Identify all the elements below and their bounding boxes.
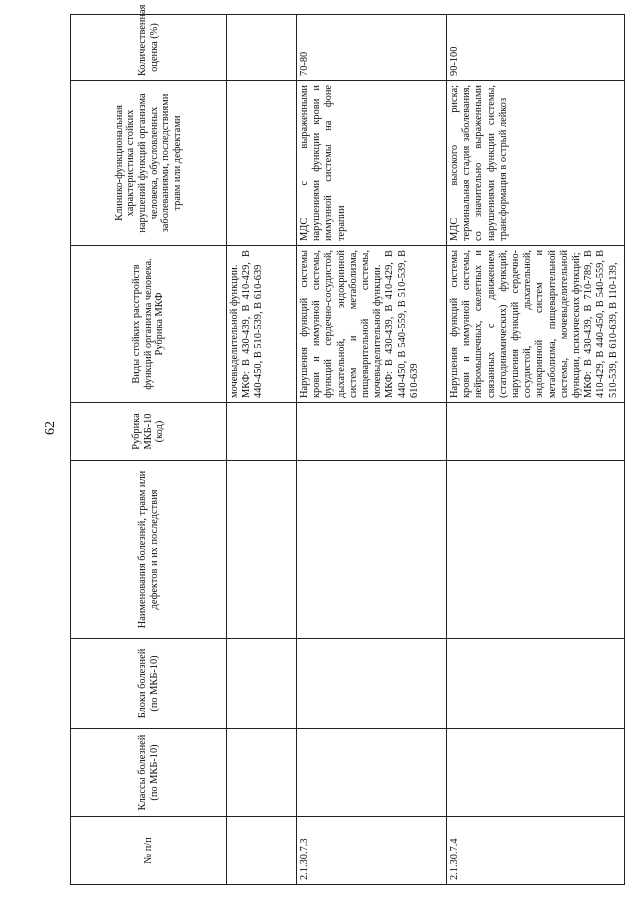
table-row	[447, 15, 625, 885]
row-clinical-characteristic: МДС с выраженными нарушениями функции крови и иммунной системы на фоне терапии	[297, 81, 447, 246]
table-header-row	[71, 15, 227, 885]
header-clinical-characteristic: Клинико-функциональная характеристика стойких нарушений функций организма человека, обусловленных заболеваниями, последствиями травм или дефектами	[71, 81, 227, 246]
header-disease-class: Классы болезней (по МКБ-10)	[71, 729, 227, 817]
row-score: 90-100	[447, 15, 625, 81]
row-score	[227, 15, 297, 81]
row-block	[297, 639, 447, 729]
row-score: 70-80	[297, 15, 447, 81]
disability-criteria-table	[70, 4, 625, 885]
row-block	[227, 639, 297, 729]
row-block	[447, 639, 625, 729]
rotated-table-container	[70, 4, 625, 885]
row-number	[227, 817, 297, 885]
header-function-types: Виды стойких расстройств функций организма человека. Рубрика МКФ	[71, 246, 227, 403]
row-function-types: Нарушения функций системы крови и иммунной системы, функций сердечно-сосудистой, дыхательной, эндокринной систем и метаболизма, пищеварительной системы, мочевыделительной функции. МКФ: В 430-439, В 410-429, В 440-450, В 540-559, В 510-539, В 610-639	[297, 246, 447, 403]
row-number: 2.1.30.7.3	[297, 817, 447, 885]
row-class	[227, 729, 297, 817]
row-disease-name	[447, 461, 625, 639]
header-icd-code: Рубрика МКБ-10 (код)	[71, 403, 227, 461]
row-clinical-characteristic	[227, 81, 297, 246]
row-clinical-characteristic: МДС высокого риска; терминальная стадия заболевания, со значительно выраженными нарушениями функции системы, трансформация в острый лейкоз	[447, 81, 625, 246]
row-function-types: мочевыделительной функции. МКФ: В 430-439, В 410-429, В 440-450, В 510-539, В 610-639	[227, 246, 297, 403]
header-disease-name: Наименования болезней, травм или дефектов и их последствия	[71, 461, 227, 639]
row-class	[297, 729, 447, 817]
row-disease-name	[227, 461, 297, 639]
header-quantitative-score: Количественная оценка (%)	[71, 15, 227, 81]
table-row	[297, 15, 447, 885]
row-disease-name	[297, 461, 447, 639]
row-class	[447, 729, 625, 817]
header-disease-block: Блоки болезней (по МКБ-10)	[71, 639, 227, 729]
page-number: 62	[43, 421, 58, 435]
header-number: № п/п	[71, 817, 227, 885]
row-icd-code	[227, 403, 297, 461]
row-icd-code	[447, 403, 625, 461]
row-number: 2.1.30.7.4	[447, 817, 625, 885]
table-row	[227, 15, 297, 885]
row-icd-code	[297, 403, 447, 461]
row-function-types: Нарушения функций системы крови и иммунной системы, нейромышечных, скелетных и связанных с движением (статодинамических) функций, нарушения функций сердечно-сосудистой, дыхательной, эндокринной систем и метаболизма, пищеварительной системы, мочевыделительной функции, психических функций; МКФ: В 430-439, В 710-789, В 410-429, В 440-450, В 540-559, В 510-539, В 610-639, В 110-139,	[447, 246, 625, 403]
